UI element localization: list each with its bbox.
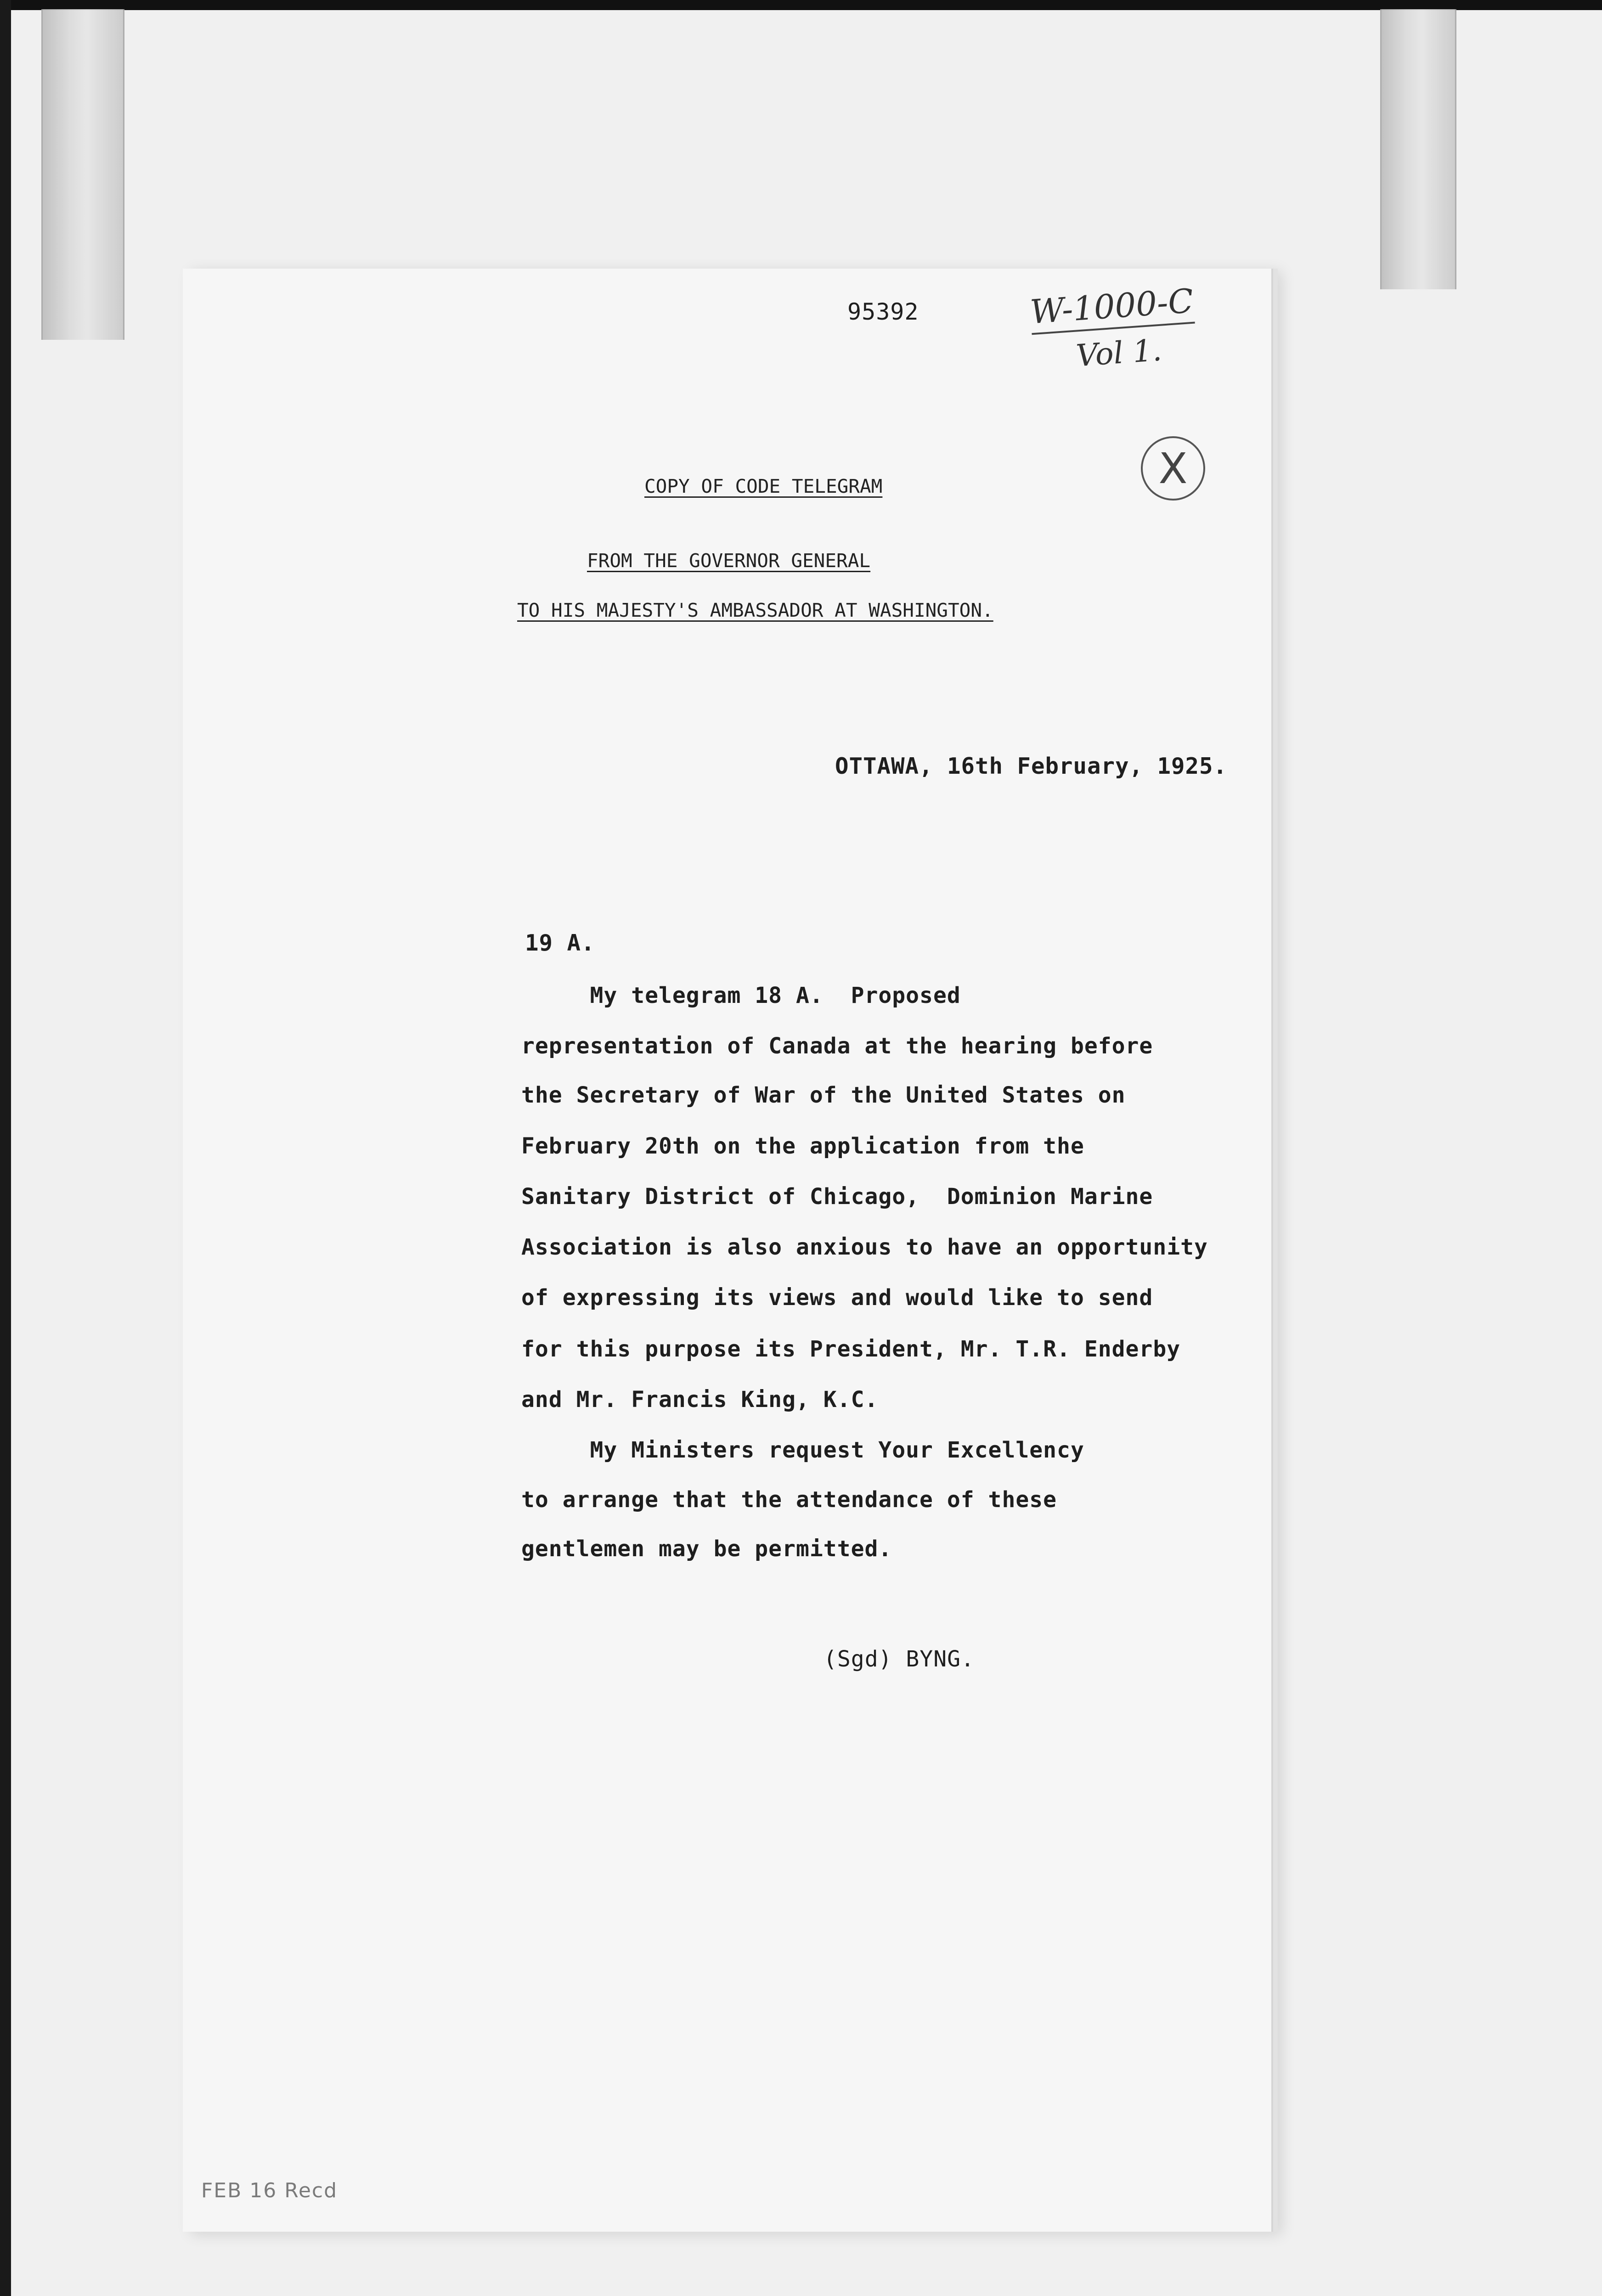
body-line: representation of Canada at the hearing before [521,1033,1153,1059]
body-line: Association is also anxious to have an opportunity [521,1234,1208,1260]
body-line: My Ministers request Your Excellency [521,1437,1084,1463]
telegram-page [183,269,1273,2232]
file-number: 95392 [847,298,919,325]
mounting-tape [1380,9,1456,289]
film-border-top [0,0,1602,10]
telegram-number: 19 A. [525,930,595,956]
body-line: of expressing its views and would like to send [521,1285,1153,1311]
body-line: to arrange that the attendance of these [521,1487,1057,1513]
signature: (Sgd) BYNG. [824,1646,975,1672]
body-line: and Mr. Francis King, K.C. [521,1387,879,1412]
heading-to: TO HIS MAJESTY'S AMBASSADOR AT WASHINGTON. [517,599,993,621]
body-line: Sanitary District of Chicago, Dominion Marine [521,1184,1153,1210]
received-stamp: FEB 16 Recd [201,2179,338,2202]
body-line: gentlemen may be permitted. [521,1536,892,1562]
body-line: February 20th on the application from the [521,1133,1084,1159]
mounting-tape [41,9,124,340]
heading-from: FROM THE GOVERNOR GENERAL [587,550,871,572]
handwritten-volume: Vol 1. [1075,332,1163,374]
circle-mark [1141,436,1205,501]
body-line: for this purpose its President, Mr. T.R. Enderby [521,1336,1181,1362]
circle-mark-letter: X [1158,444,1188,493]
body-line: My telegram 18 A. Proposed [521,983,961,1008]
handwritten-file-reference: W-1000-C [1029,281,1195,335]
body-line: the Secretary of War of the United States on [521,1082,1126,1108]
film-border-left [0,0,11,2296]
heading-title: COPY OF CODE TELEGRAM [644,475,883,497]
date-line: OTTAWA, 16th February, 1925. [835,753,1228,779]
